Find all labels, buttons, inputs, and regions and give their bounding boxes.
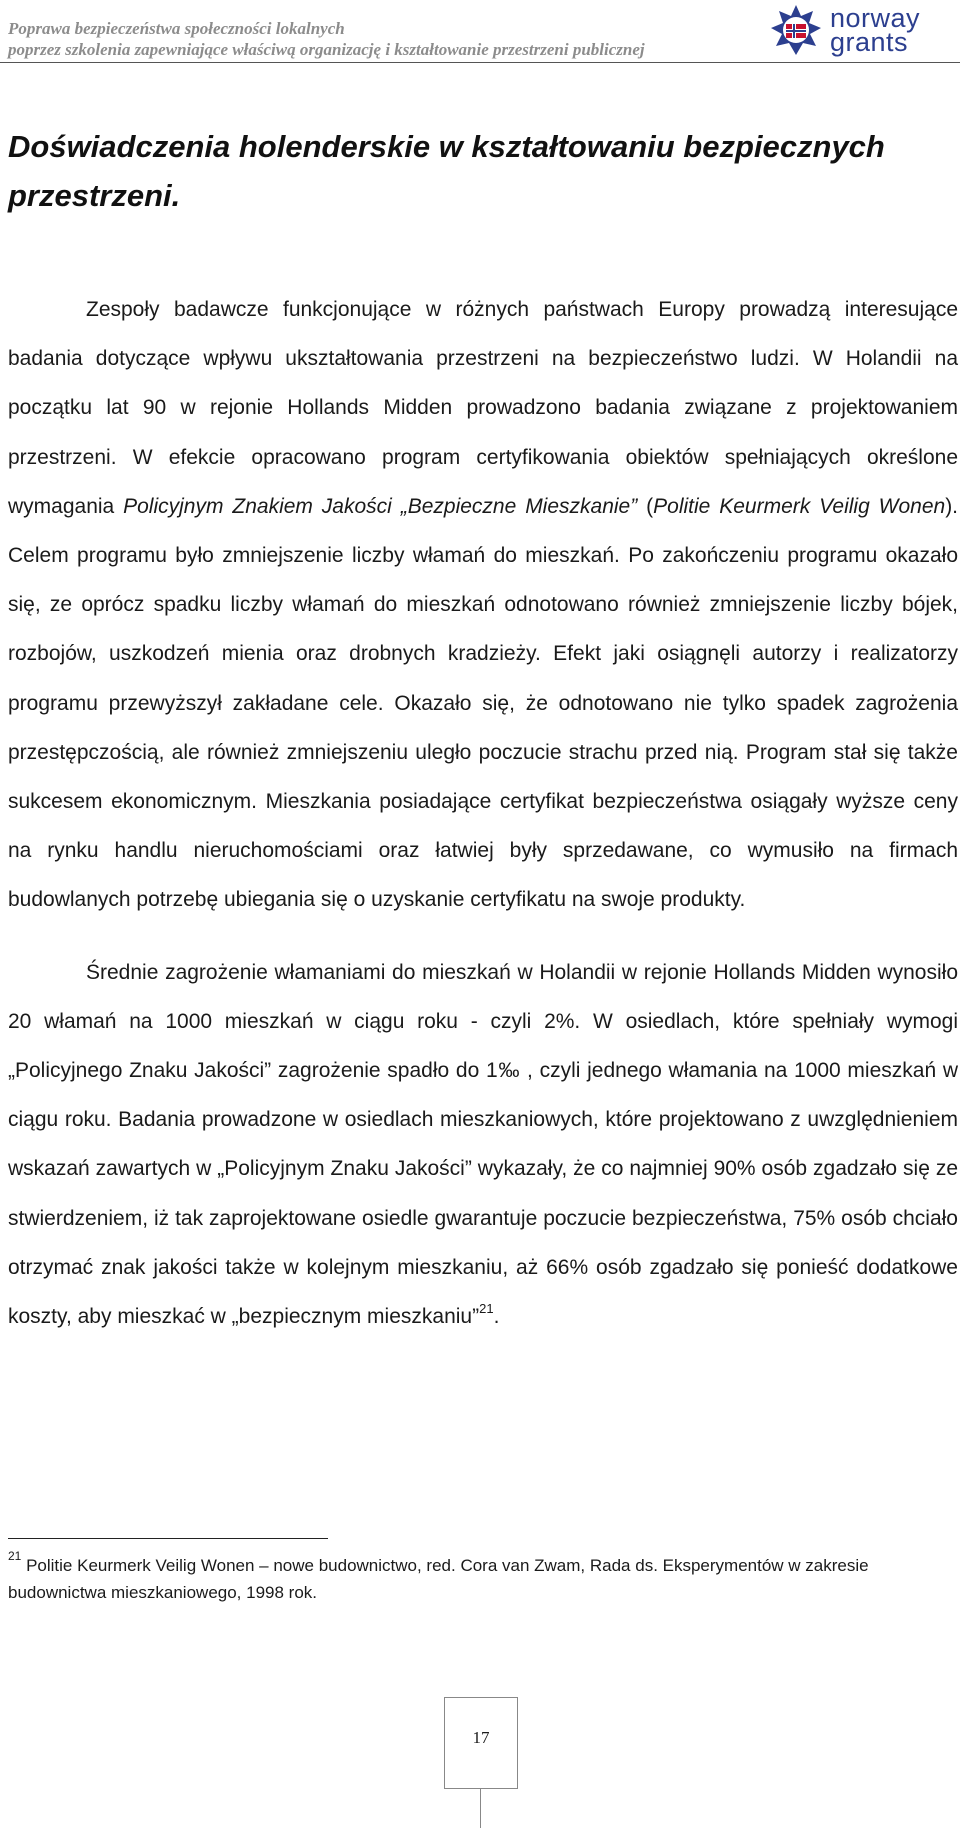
logo-word-norway: norway <box>830 3 921 33</box>
footnote-number: 21 <box>8 1549 22 1564</box>
body-text <box>8 285 958 1341</box>
footnote-reference[interactable]: 21 <box>479 1301 494 1317</box>
page-number-line <box>480 1788 481 1828</box>
page-number: 17 <box>472 1728 490 1747</box>
paragraph-2-text: Średnie zagrożenie włamaniami do mieszkań w Holandii w rejonie Hollands Midden wynosiło 20 włamań na 1000 mieszkań w ciągu roku - czyli 2%. W osiedlach, które spełniały wymogi „Policyjnego Znaku Jakości” zagrożenie spadło do 1‰ , czyli jednego włamania na 1000 mieszkań w ciągu roku. Badania prowadzone w osiedlach mieszkaniowych, które projektowano z uwzględnieniem wskazań zawartych w „Policyjnym Znaku Jakości” wykazały, że co najmniej 90% osób zgadzało się ze stwierdzeniem, iż tak zaprojektowane osiedle gwarantuje poczucie bezpieczeństwa, 75% osób chciało otrzymać znak jakości także w kolejnym mieszkaniu, aż 66% osób zgadzało się ponieść dodatkowe koszty, aby mieszkać w „bezpiecznym mieszkaniu” <box>8 960 958 1329</box>
paragraph-1 <box>8 285 958 925</box>
norway-grants-emblem-icon <box>770 4 822 56</box>
paragraph-1-italic-1: Policyjnym Znakiem Jakości „Bezpieczne Mieszkanie” <box>123 494 638 518</box>
page-number-box <box>444 1697 518 1789</box>
header-divider <box>0 62 960 63</box>
header-project-title <box>8 18 645 60</box>
paragraph-1-part-3: ). Celem programu było zmniejszenie liczby włamań do mieszkań. Po zakończeniu programu okazało się, ze oprócz spadku liczby włamań do mieszkań odnotowano również zmniejszenie liczby bójek, rozbojów, uszkodzeń mienia oraz drobnych kradzieży. Efekt jaki osiągnęli autorzy i realizatorzy programu przewyższył zakładane cele. Okazało się, że odnotowano nie tylko spadek zagrożenia przestępczością, ale również zmniejszeniu uległo poczucie strachu przed nią. Program stał się także sukcesem ekonomicznym. Mieszkania posiadające certyfikat bezpieczeństwa osiągały wyższe ceny na rynku handlu nieruchomościami oraz łatwiej były sprzedawane, co wymusiło na firmach budowlanych potrzebę ubiegania się o uzyskanie certyfikatu na swoje produkty. <box>8 494 959 912</box>
section-title: Doświadczenia holenderskie w kształtowaniu bezpiecznych przestrzeni. <box>8 129 885 213</box>
paragraph-1-italic-2: Politie Keurmerk Veilig Wonen <box>653 494 946 518</box>
header-line-1: Poprawa bezpieczeństwa społeczności lokalnych <box>8 19 345 38</box>
header-line-2: poprzez szkolenia zapewniające właściwą organizację i kształtowanie przestrzeni publicznej <box>8 40 645 59</box>
norway-grants-logo <box>770 2 952 58</box>
page-header <box>0 0 960 64</box>
logo-word-grants: grants <box>830 27 909 57</box>
footnote <box>8 1549 948 1606</box>
paragraph-1-part-1: Zespoły badawcze funkcjonujące w różnych państwach Europy prowadzą interesujące badania dotyczące wpływu ukształtowania przestrzeni na bezpieczeństwo ludzi. W Holandii na początku lat 90 w rejonie Hollands Midden prowadzono badania związane z projektowaniem przestrzeni. W efekcie opracowano program certyfikowania obiektów spełniających określone wymagania <box>8 298 958 518</box>
footnote-text: Politie Keurmerk Veilig Wonen – nowe budownictwo, red. Cora van Zwam, Rada ds. Eksperymentów w zakresie budownictwa mieszkaniowego, 1998 rok. <box>8 1556 869 1602</box>
paragraph-2 <box>8 948 958 1342</box>
paragraph-1-part-2: ( <box>637 494 654 518</box>
paragraph-2-end: . <box>493 1305 500 1329</box>
footnote-divider <box>8 1538 328 1539</box>
